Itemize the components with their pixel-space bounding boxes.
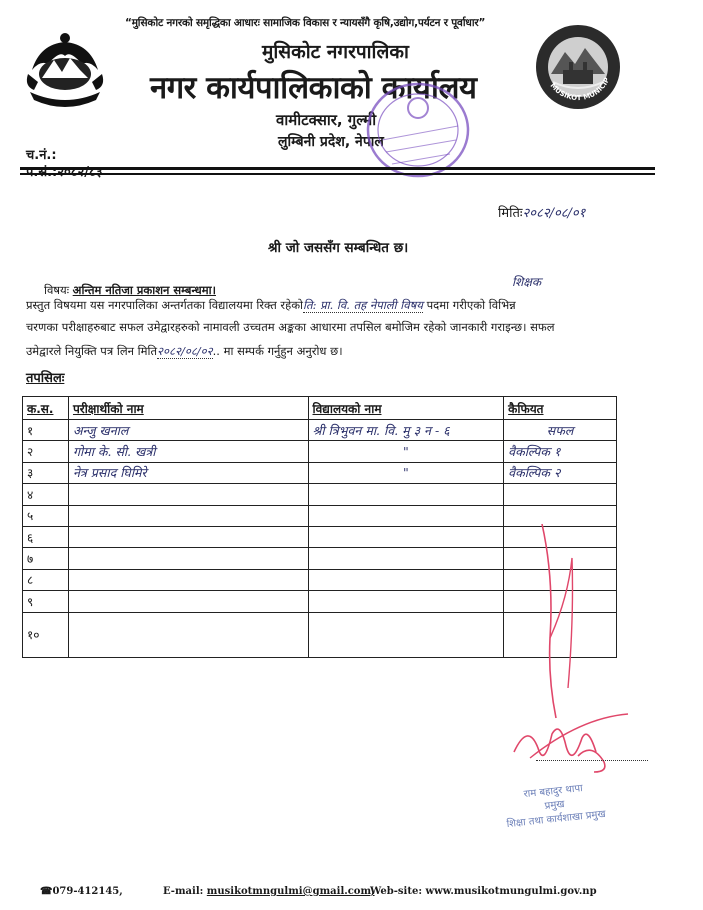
remark-cell: सफल (504, 420, 617, 441)
sn-cell: ३ (23, 462, 69, 483)
name-cell (68, 505, 308, 526)
web-label: Web-site: (370, 886, 423, 897)
body-line-1 (26, 298, 516, 313)
signature-stamp (503, 780, 606, 832)
salutation: श्री जो जससँग सम्बन्धित छ। (268, 240, 409, 256)
nepal-emblem-logo (20, 30, 110, 110)
sn-cell: ६ (23, 526, 69, 547)
school-cell (308, 569, 504, 590)
remark-cell: वैकल्पिक २ (504, 462, 617, 483)
signature-scribble (508, 712, 618, 782)
address-line-2: लुम्बिनी प्रदेश, नेपाल (278, 134, 384, 150)
date-value: २०८२/०८/०१ (522, 206, 586, 221)
table-row (23, 420, 617, 441)
pa-sa-no (26, 162, 103, 180)
remark-cell (504, 484, 617, 505)
signature-line (536, 760, 648, 761)
handwritten-post-word: शिक्षक (512, 275, 542, 289)
date (498, 203, 585, 221)
name-cell: नेत्र प्रसाद घिमिरे (68, 462, 308, 483)
ch-no: च.नं.: (26, 148, 57, 163)
table-header-row (23, 397, 617, 420)
footer-web (370, 886, 597, 897)
school-cell (308, 612, 504, 657)
header-sn: क.स. (23, 397, 69, 420)
header-candidate-name: परीक्षार्थीको नाम (68, 397, 308, 420)
sn-cell: ७ (23, 548, 69, 569)
signatory-dept: शिक्षा तथा कार्यशाखा प्रमुख (506, 808, 607, 831)
header-rule-thin (20, 173, 655, 175)
name-cell (68, 569, 308, 590)
name-cell (68, 526, 308, 547)
post-fill: ति: प्रा. वि. तह नेपाली विषय (303, 298, 423, 312)
table-row (23, 462, 617, 483)
municipality-name: मुसिकोट नगरपालिका (262, 41, 409, 63)
body-line-2: चरणका परीक्षाहरुबाट सफल उमेद्वारहरुको नामावली उच्चतम अङ्कका आधारमा तपसिल बमोजिम रहेको जानकारी गराइन्छ। सफल (26, 320, 555, 334)
municipality-logo (533, 22, 623, 112)
name-cell: अन्जु खनाल (68, 420, 308, 441)
email-label: E-mail: (163, 886, 204, 897)
name-cell: गोमा के. सी. खत्री (68, 441, 308, 462)
sn-cell: ४ (23, 484, 69, 505)
slogan: “मुसिकोट नगरको समृद्धिका आधारः सामाजिक विकास र न्यायसँगै कृषि,उद्योग,पर्यटन र पूर्वाधार” (125, 17, 486, 29)
email-link[interactable]: musikotmngulmi@gmail.com, (206, 886, 375, 897)
body-line1-end: पदमा गरीएको विभिन्न (426, 298, 516, 312)
header-rule (20, 167, 655, 170)
school-cell: " (308, 441, 504, 462)
name-cell (68, 591, 308, 612)
remark-cell: वैकल्पिक १ (504, 441, 617, 462)
name-cell (68, 548, 308, 569)
table-row (23, 441, 617, 462)
table-row (23, 484, 617, 505)
body-line-3 (26, 344, 343, 359)
signatory-title: प्रमुख (544, 798, 566, 813)
contact-date-fill: २०८२/०८/०२ (157, 344, 213, 358)
school-cell (308, 505, 504, 526)
school-cell: श्री त्रिभुवन मा. वि. मु ३ न - ६ (308, 420, 504, 441)
sn-cell: ५ (23, 505, 69, 526)
signatory-name: राम बहादुर थापा (523, 783, 584, 801)
body-line1-start: प्रस्तुत विषयमा यस नगरपालिका अन्तर्गतका विद्यालयमा रिक्त रहेको (26, 298, 304, 312)
details-label: तपसिलः (26, 371, 65, 386)
footer-phone: ☎079-412145, (40, 886, 123, 897)
name-cell (68, 612, 308, 657)
sn-cell: ९ (23, 591, 69, 612)
web-link[interactable]: www.musikotmungulmi.gov.np (425, 886, 597, 897)
header-school-name: विद्यालयको नाम (308, 397, 504, 420)
sn-cell: १ (23, 420, 69, 441)
logo-ring-text: MUSIKOT MUNICIP (548, 76, 612, 103)
body-line3-end: .. मा सम्पर्क गर्नुहुन अनुरोध छ। (212, 344, 343, 358)
sn-cell: २ (23, 441, 69, 462)
office-title: नगर कार्यपालिकाको कार्यालय (150, 70, 477, 106)
subject-label: विषयः (44, 283, 70, 297)
sn-cell: ८ (23, 569, 69, 590)
school-cell (308, 484, 504, 505)
body-line3-start: उमेद्वारले नियुक्ति पत्र लिन मिति (26, 344, 158, 358)
name-cell (68, 484, 308, 505)
school-cell (308, 548, 504, 569)
subject (44, 283, 216, 298)
school-cell: " (308, 462, 504, 483)
school-cell (308, 526, 504, 547)
date-label: मितिः (498, 206, 523, 221)
school-cell (308, 591, 504, 612)
subject-value: अन्तिम नतिजा प्रकाशन सम्बन्धमा। (72, 283, 216, 297)
sn-cell: १० (23, 612, 69, 657)
footer-email (163, 886, 375, 897)
address-line-1: वामीटक्सार, गुल्मी (276, 111, 377, 129)
header-remarks: कैफियत (504, 397, 617, 420)
